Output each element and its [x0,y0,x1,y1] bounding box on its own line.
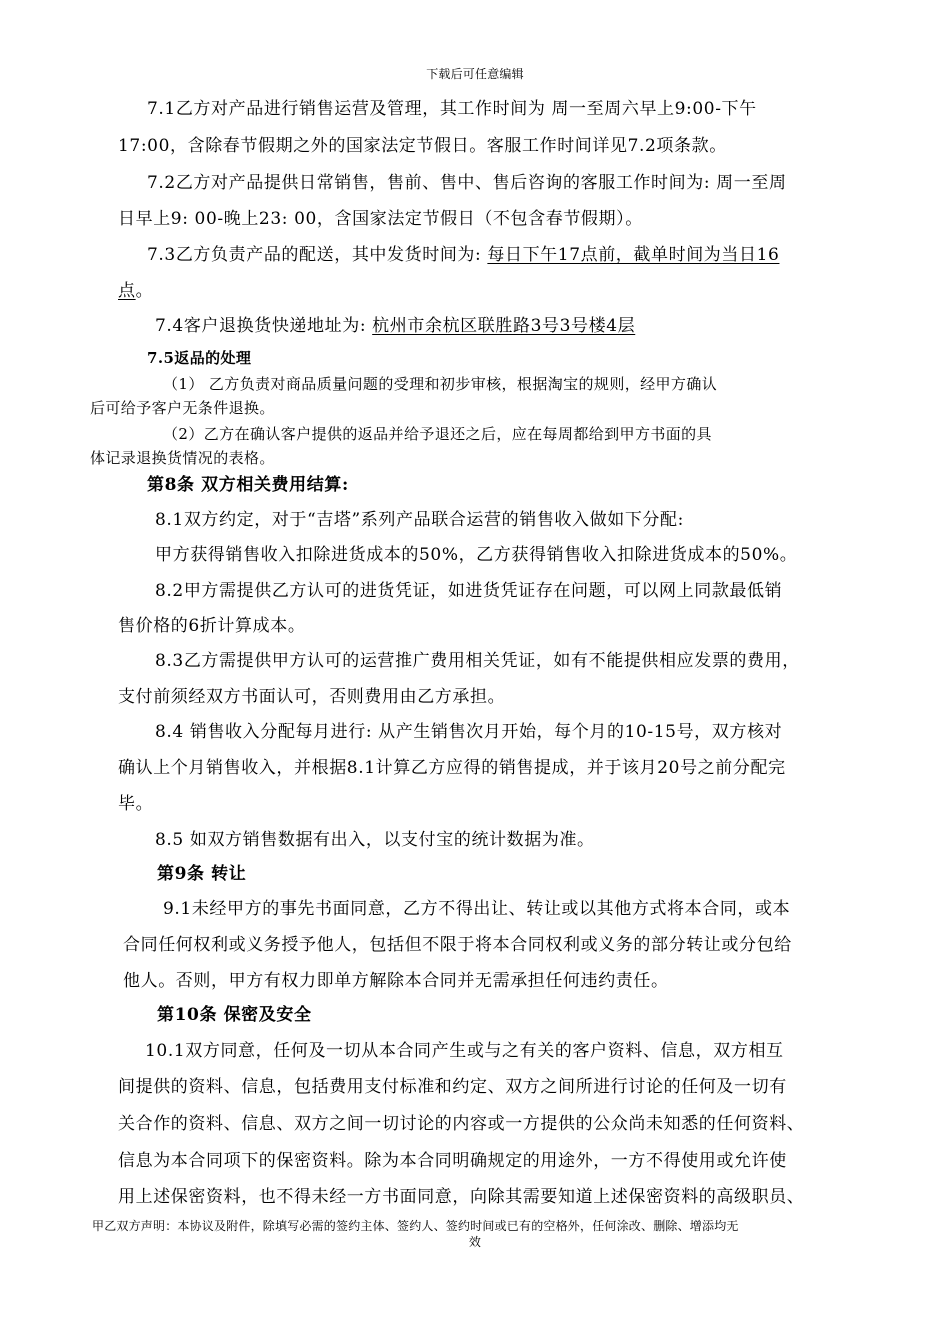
clause-7-5-item1-line1: （1） 乙方负责对商品质量问题的受理和初步审核，根据淘宝的规则，经甲方确认 [163,375,718,393]
clause-8-1-line1: 8.1双方约定，对于“吉塔”系列产品联合运营的销售收入做如下分配: [155,510,684,530]
clause-7-5-item2-line1: （2）乙方在确认客户提供的返品并给予退还之后，应在每周都给到甲方书面的具 [163,425,712,443]
clause-8-3-line1: 8.3乙方需提供甲方认可的运营推广费用相关凭证，如有不能提供相应发票的费用， [155,651,800,671]
section-10-heading: 第10条 保密及安全 [157,1005,312,1025]
clause-7-5-item1-line2: 后可给予客户无条件退换。 [90,399,275,417]
clause-10-1-line1: 10.1双方同意，任何及一切从本合同产生或与之有关的客户资料、信息，双方相互 [145,1041,784,1061]
clause-8-1-line2: 甲方获得销售收入扣除进货成本的50%，乙方获得销售收入扣除进货成本的50%。 [155,545,798,565]
footer-declaration-line1: 甲乙双方声明：本协议及附件，除填写必需的签约主体、签约人、签约时间或已有的空格外，任何涂改、删除、增添均无 [92,1219,739,1233]
section-9-heading: 第9条 转让 [157,864,247,884]
clause-7-1-line2: 17:00，含除春节假期之外的国家法定节假日。客服工作时间详见7.2项条款。 [118,136,727,156]
clause-7-3-shipping-time: 每日下午17点前，截单时间为当日16 [487,245,780,265]
clause-10-1-line5: 用上述保密资料，也不得未经一方书面同意，向除其需要知道上述保密资料的高级职员、 [118,1187,805,1207]
clause-7-5-item2-line2: 体记录退换货情况的表格。 [90,449,275,467]
clause-7-3-period: 。 [135,281,154,301]
clause-9-1-line1: 9.1未经甲方的事先书面同意，乙方不得出让、转让或以其他方式将本合同，或本 [163,899,791,919]
clause-10-1-line4: 信息为本合同项下的保密资料。除为本合同明确规定的用途外，一方不得使用或允许使 [118,1151,787,1171]
clause-9-1-line3: 他人。否则，甲方有权力即单方解除本合同并无需承担任何违约责任。 [123,971,669,991]
clause-7-4-address: 杭州市余杭区联胜路3号3号楼4层 [372,316,636,336]
clause-8-2-line2: 售价格的6折计算成本。 [118,616,306,636]
section-8-heading: 第8条 双方相关费用结算: [147,475,349,495]
clause-10-1-line2: 间提供的资料、信息，包括费用支付标准和约定、双方之间所进行讨论的任何及一切有 [118,1077,787,1097]
clause-7-4 [155,315,635,337]
clause-8-4-line2: 确认上个月销售收入，并根据8.1计算乙方应得的销售提成，并于该月20号之前分配完 [118,758,786,778]
clause-7-2-line2: 日早上9: 00-晚上23: 00，含国家法定节假日（不包含春节假期）。 [118,209,643,229]
clause-8-4-line1: 8.4 销售收入分配每月进行: 从产生销售次月开始，每个月的10-15号，双方核对 [155,722,783,742]
clause-7-2-line1: 7.2乙方对产品提供日常销售，售前、售中、售后咨询的客服工作时间为: 周一至周 [147,173,787,193]
clause-7-4-text: 7.4客户退换货快递地址为: [155,316,373,336]
clause-8-2-line1: 8.2甲方需提供乙方认可的进货凭证，如进货凭证存在问题，可以网上同款最低销 [155,581,783,601]
clause-7-3-shipping-time-end: 点 [118,281,136,301]
clause-10-1-line3: 关合作的资料、信息、双方之间一切讨论的内容或一方提供的公众尚未知悉的任何资料、 [118,1114,805,1134]
clause-8-3-line2: 支付前须经双方书面认可，否则费用由乙方承担。 [118,687,506,707]
clause-9-1-line2: 合同任何权利或义务授予他人，包括但不限于将本合同权利或义务的部分转让或分包给 [123,935,792,955]
clause-7-3-line1 [147,244,779,266]
clause-7-3-text: 7.3乙方负责产品的配送，其中发货时间为: [147,245,488,265]
clause-8-4-line3: 毕。 [118,794,154,814]
clause-7-5-heading: 7.5返品的处理 [147,349,252,367]
footer-declaration-line2: 效 [468,1235,482,1249]
clause-7-3-line2 [118,280,153,302]
header-note: 下载后可任意编辑 [426,67,524,81]
clause-8-5: 8.5 如双方销售数据有出入，以支付宝的统计数据为准。 [155,830,595,850]
clause-7-1-line1: 7.1乙方对产品进行销售运营及管理，其工作时间为 周一至周六早上9:00-下午 [147,99,757,119]
